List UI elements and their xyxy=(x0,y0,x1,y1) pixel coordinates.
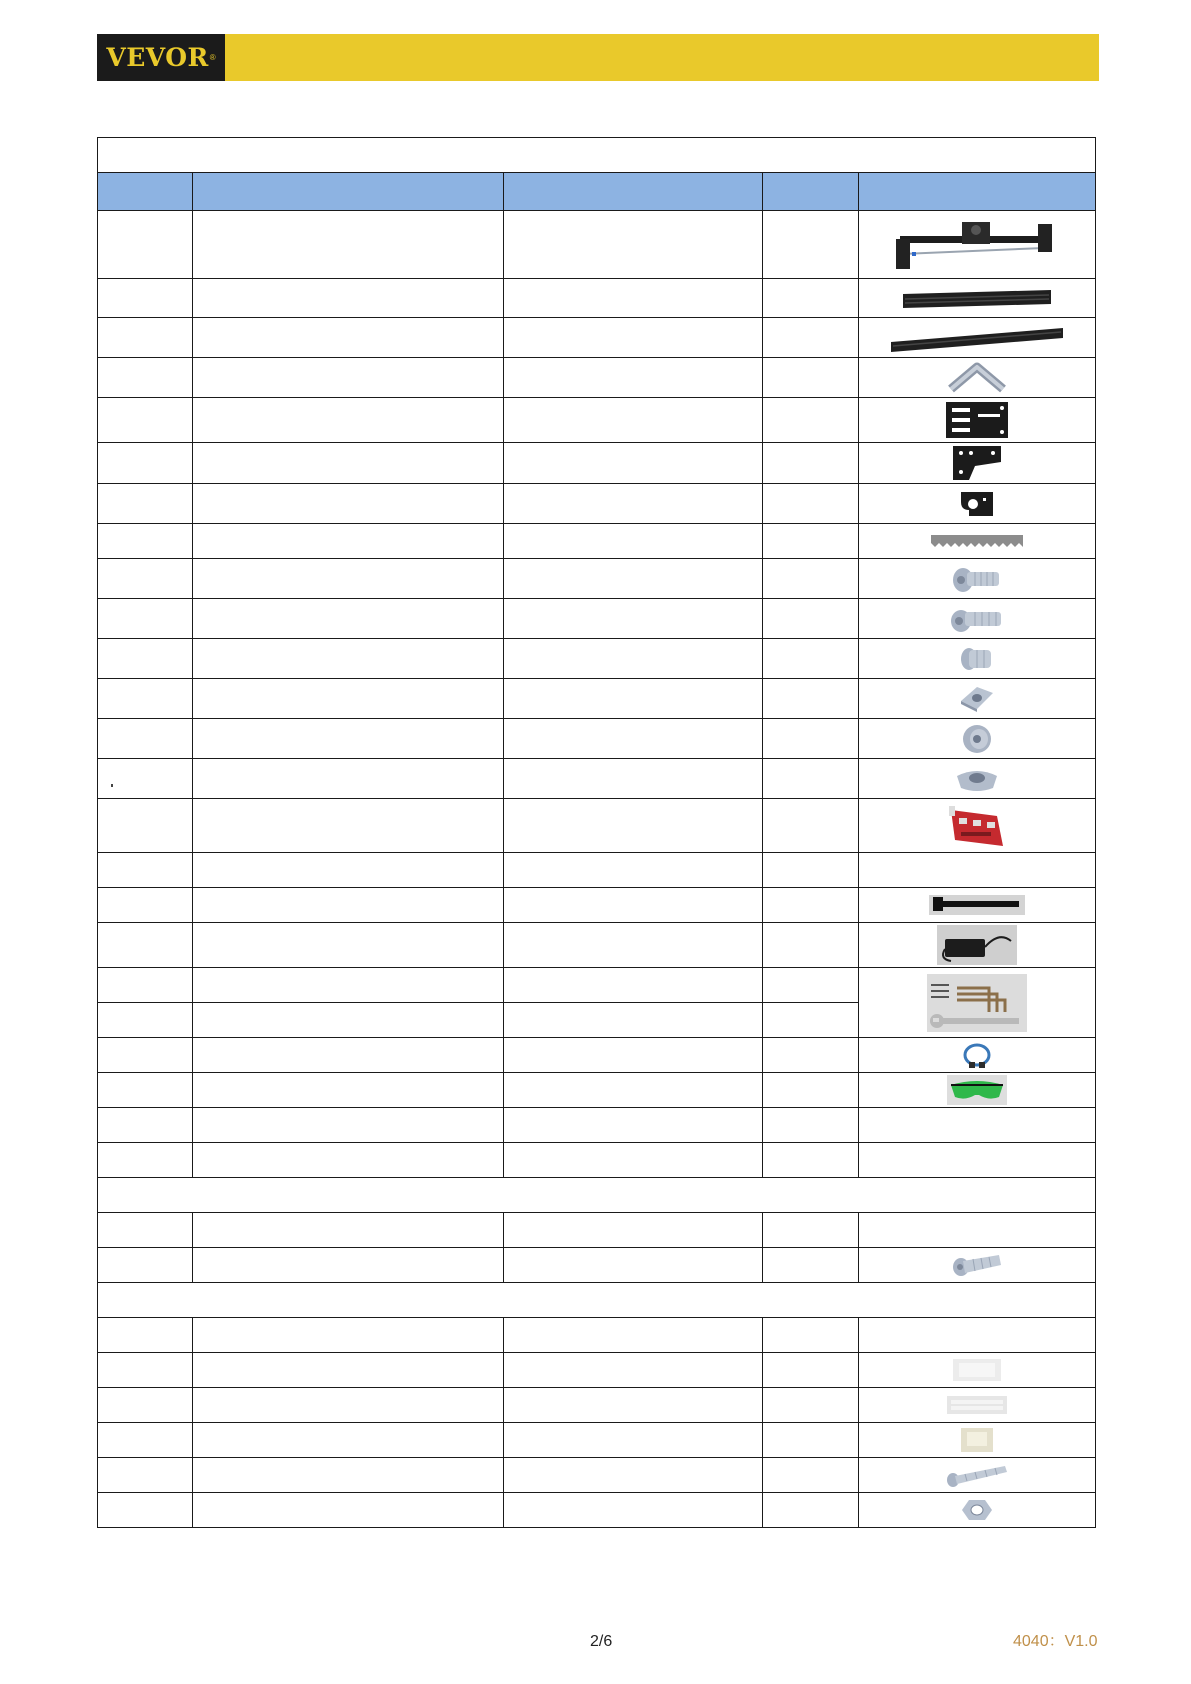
table-row xyxy=(98,853,1096,888)
l-bracket-plate-icon xyxy=(949,444,1005,482)
table-row xyxy=(98,1108,1096,1143)
table-row xyxy=(98,1458,1096,1493)
t-nut-icon xyxy=(953,764,1001,794)
header-cell-image xyxy=(859,173,1096,211)
header-cell-no xyxy=(98,173,193,211)
plastic-block-icon xyxy=(949,1357,1005,1383)
table-row xyxy=(98,1073,1096,1108)
hex-socket-screw-icon xyxy=(951,562,1003,596)
table-row xyxy=(98,968,1096,1003)
plastic-cap-icon xyxy=(957,1426,997,1454)
header-cell-spec xyxy=(504,173,763,211)
table-row xyxy=(98,1318,1096,1353)
control-board-icon xyxy=(947,802,1007,850)
header-bar xyxy=(97,34,1099,81)
power-adapter-icon xyxy=(937,925,1017,965)
usb-cable-icon xyxy=(959,1040,995,1070)
pulley-wheel-icon xyxy=(957,722,997,756)
plastic-block-icon xyxy=(945,1392,1009,1418)
table-row xyxy=(98,559,1096,599)
hex-nut-icon xyxy=(960,1496,994,1524)
aluminum-profile-rail-icon xyxy=(897,284,1057,312)
header-cell-name xyxy=(193,173,504,211)
long-screw-icon xyxy=(945,1462,1009,1488)
cable-tie-icon xyxy=(929,893,1025,917)
safety-goggles-icon xyxy=(947,1075,1007,1105)
table-section-row xyxy=(98,1283,1096,1318)
hex-key-and-wrench-set-icon xyxy=(927,974,1027,1032)
table-row xyxy=(98,484,1096,524)
table-row xyxy=(98,679,1096,719)
table-header-row xyxy=(98,173,1096,211)
table-title-cell xyxy=(98,138,1096,173)
corner-bracket-icon xyxy=(945,361,1009,395)
table-row xyxy=(98,599,1096,639)
table-row xyxy=(98,1493,1096,1528)
table-row xyxy=(98,279,1096,318)
table-row xyxy=(98,318,1096,358)
table-row xyxy=(98,1038,1096,1073)
header-cell-qty xyxy=(763,173,859,211)
table-row xyxy=(98,759,1096,799)
table-row xyxy=(98,1143,1096,1178)
table-row xyxy=(98,1213,1096,1248)
table-row xyxy=(98,358,1096,398)
table-row xyxy=(98,443,1096,484)
hex-socket-screw-icon xyxy=(949,603,1005,635)
logo-registered-mark: ® xyxy=(209,53,216,62)
hex-socket-screw-icon xyxy=(951,1251,1003,1279)
laser-gantry-assembly-icon xyxy=(892,214,1062,276)
square-washer-icon xyxy=(957,683,997,715)
cable-clip-icon xyxy=(957,488,997,520)
stray-mark xyxy=(111,784,113,787)
table-row xyxy=(98,211,1096,279)
parts-list-table xyxy=(97,137,1096,1528)
table-row xyxy=(98,1248,1096,1283)
table-row xyxy=(98,799,1096,853)
logo-text: VEVOR xyxy=(106,43,209,72)
table-row xyxy=(98,639,1096,679)
toothed-belt-strip-icon xyxy=(929,531,1025,551)
table-row xyxy=(98,888,1096,923)
document-version: 4040：V1.0 xyxy=(1013,1633,1098,1650)
short-screw-icon xyxy=(957,643,997,675)
table-row xyxy=(98,1388,1096,1423)
slotted-mounting-plate-icon xyxy=(944,400,1010,440)
vevor-logo xyxy=(97,34,225,81)
aluminum-profile-rail-icon xyxy=(887,322,1067,354)
table-section-row xyxy=(98,1178,1096,1213)
table-row xyxy=(98,398,1096,443)
table-row xyxy=(98,1423,1096,1458)
table-title-row xyxy=(98,138,1096,173)
table-row xyxy=(98,923,1096,968)
page-number: 2/6 xyxy=(590,1633,613,1650)
table-row xyxy=(98,524,1096,559)
table-row xyxy=(98,719,1096,759)
table-row xyxy=(98,1353,1096,1388)
